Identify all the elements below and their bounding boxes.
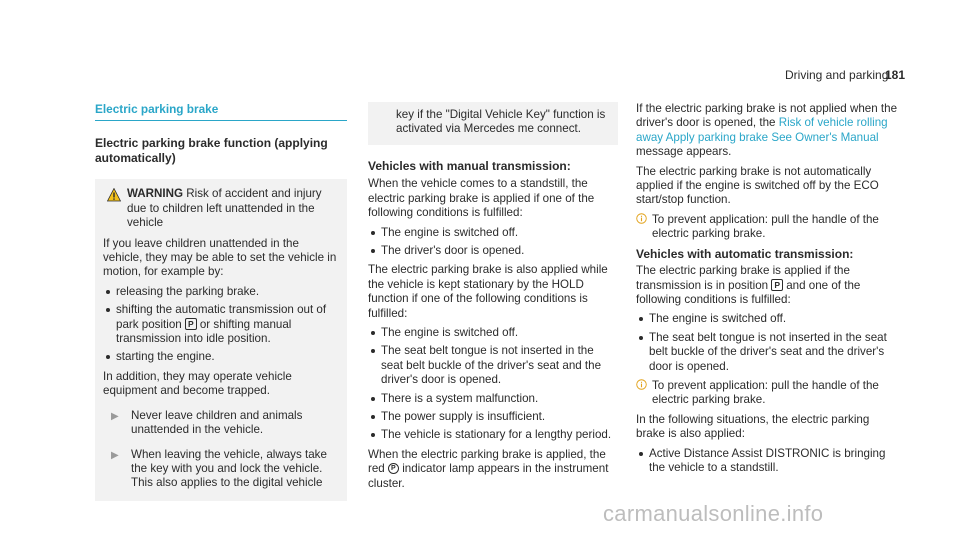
list-item-text: shifting the automatic transmission out of park position <box>116 303 327 331</box>
paragraph-text: The electric parking brake is applied if the transmission is in position <box>636 264 850 292</box>
subheading: Electric parking brake function (applying automatically) <box>95 136 328 165</box>
arrow-right-icon: ▶ <box>111 410 119 422</box>
list-item: The engine is switched off. <box>368 326 618 340</box>
list-item: The engine is switched off. <box>368 226 618 240</box>
list <box>636 447 898 476</box>
note-text: Never leave children and animals unattended in the vehicle. <box>131 408 303 437</box>
list-item: The engine is switched off. <box>636 312 898 326</box>
list-item: The power supply is insufficient. <box>368 410 618 424</box>
park-position-icon: P <box>771 279 783 291</box>
parking-brake-indicator-icon <box>388 463 399 474</box>
list-item: There is a system malfunction. <box>368 392 618 406</box>
info-note <box>636 379 898 408</box>
paragraph: The electric parking brake is not automatically applied if the engine is switched off by the ECO start/stop function. <box>636 164 879 207</box>
heading-automatic: Vehicles with automatic transmission: <box>636 246 854 261</box>
info-note <box>636 213 898 242</box>
list-item: The vehicle is stationary for a lengthy period. <box>368 428 618 442</box>
info-icon <box>636 213 652 242</box>
column-3 <box>636 102 898 480</box>
list-item: Active Distance Assist DISTRONIC is bringing the vehicle to a standstill. <box>636 447 898 476</box>
info-text: To prevent application: pull the handle of the electric parking brake. <box>652 212 879 241</box>
list-item: The seat belt tongue is not inserted in the seat belt buckle of the driver's seat and the driver's door is opened. <box>368 344 618 387</box>
list <box>368 226 618 259</box>
warning-box <box>95 179 347 500</box>
page-number: 181 <box>885 68 906 82</box>
list-item: The driver's door is opened. <box>368 244 618 258</box>
column-2 <box>368 102 618 496</box>
list-item-tail: or shifting manual transmission into idle position. <box>116 317 292 346</box>
warning-continuation: key if the "Digital Vehicle Key" function is activated via Mercedes me connect. <box>368 102 618 145</box>
column-1 <box>95 102 347 501</box>
park-position-icon: P <box>185 318 197 330</box>
message-link[interactable]: Risk of vehicle rolling away Apply parking brake See Owner's Manual <box>636 116 888 144</box>
paragraph-text: When the electric parking brake is applied, the red <box>368 447 606 476</box>
warning-list <box>103 285 339 365</box>
paragraph: When the vehicle comes to a standstill, the electric parking brake is applied if one of the following conditions is fulfilled: <box>368 177 595 220</box>
list-item <box>103 303 339 346</box>
warning-outro: In addition, they may operate vehicle equipment and become trapped. <box>103 369 292 398</box>
warning-header <box>103 187 339 230</box>
paragraph <box>368 448 618 491</box>
list-item: releasing the parking brake. <box>103 285 339 299</box>
section-title: Electric parking brake <box>95 102 347 121</box>
list-item: The seat belt tongue is not inserted in the seat belt buckle of the driver's seat and the driver's door is opened. <box>636 331 898 374</box>
warning-text <box>127 187 339 230</box>
note-text: When leaving the vehicle, always take the key with you and lock the vehicle. This also applies to the digital vehicle <box>131 447 327 490</box>
paragraph-text: message appears. <box>636 145 732 159</box>
warning-label: WARNING <box>127 187 184 201</box>
note <box>103 448 339 491</box>
warning-triangle-icon <box>107 188 121 202</box>
watermark: carmanualsonline.info <box>603 501 824 526</box>
info-icon <box>636 379 652 408</box>
paragraph: The electric parking brake is also applied while the vehicle is kept stationary by the HOLD function if one of the following conditions is fulfilled: <box>368 263 608 320</box>
note <box>103 409 339 438</box>
list <box>636 312 898 374</box>
warning-description: Risk of accident and injury due to children left unattended in the vehicle <box>127 187 322 230</box>
heading-manual: Vehicles with manual transmission: <box>368 158 571 173</box>
arrow-right-icon: ▶ <box>111 449 119 461</box>
paragraph <box>636 264 898 307</box>
paragraph-text: indicator lamp appears in the instrument cluster. <box>368 462 609 490</box>
paragraph-text: If the electric parking brake is not applied when the driver's door is opened, the <box>636 102 898 130</box>
list <box>368 326 618 443</box>
paragraph-text: and one of the following conditions is fulfilled: <box>636 278 861 306</box>
paragraph: In the following situations, the electric parking brake is also applied: <box>636 412 870 441</box>
warning-intro: If you leave children unattended in the vehicle, they may be able to set the vehicle in motion, for example by: <box>103 236 337 279</box>
list-item: starting the engine. <box>103 350 339 364</box>
paragraph <box>636 102 898 160</box>
info-text: To prevent application: pull the handle of the electric parking brake. <box>652 379 879 407</box>
page-header-title: Driving and parking <box>785 68 889 82</box>
